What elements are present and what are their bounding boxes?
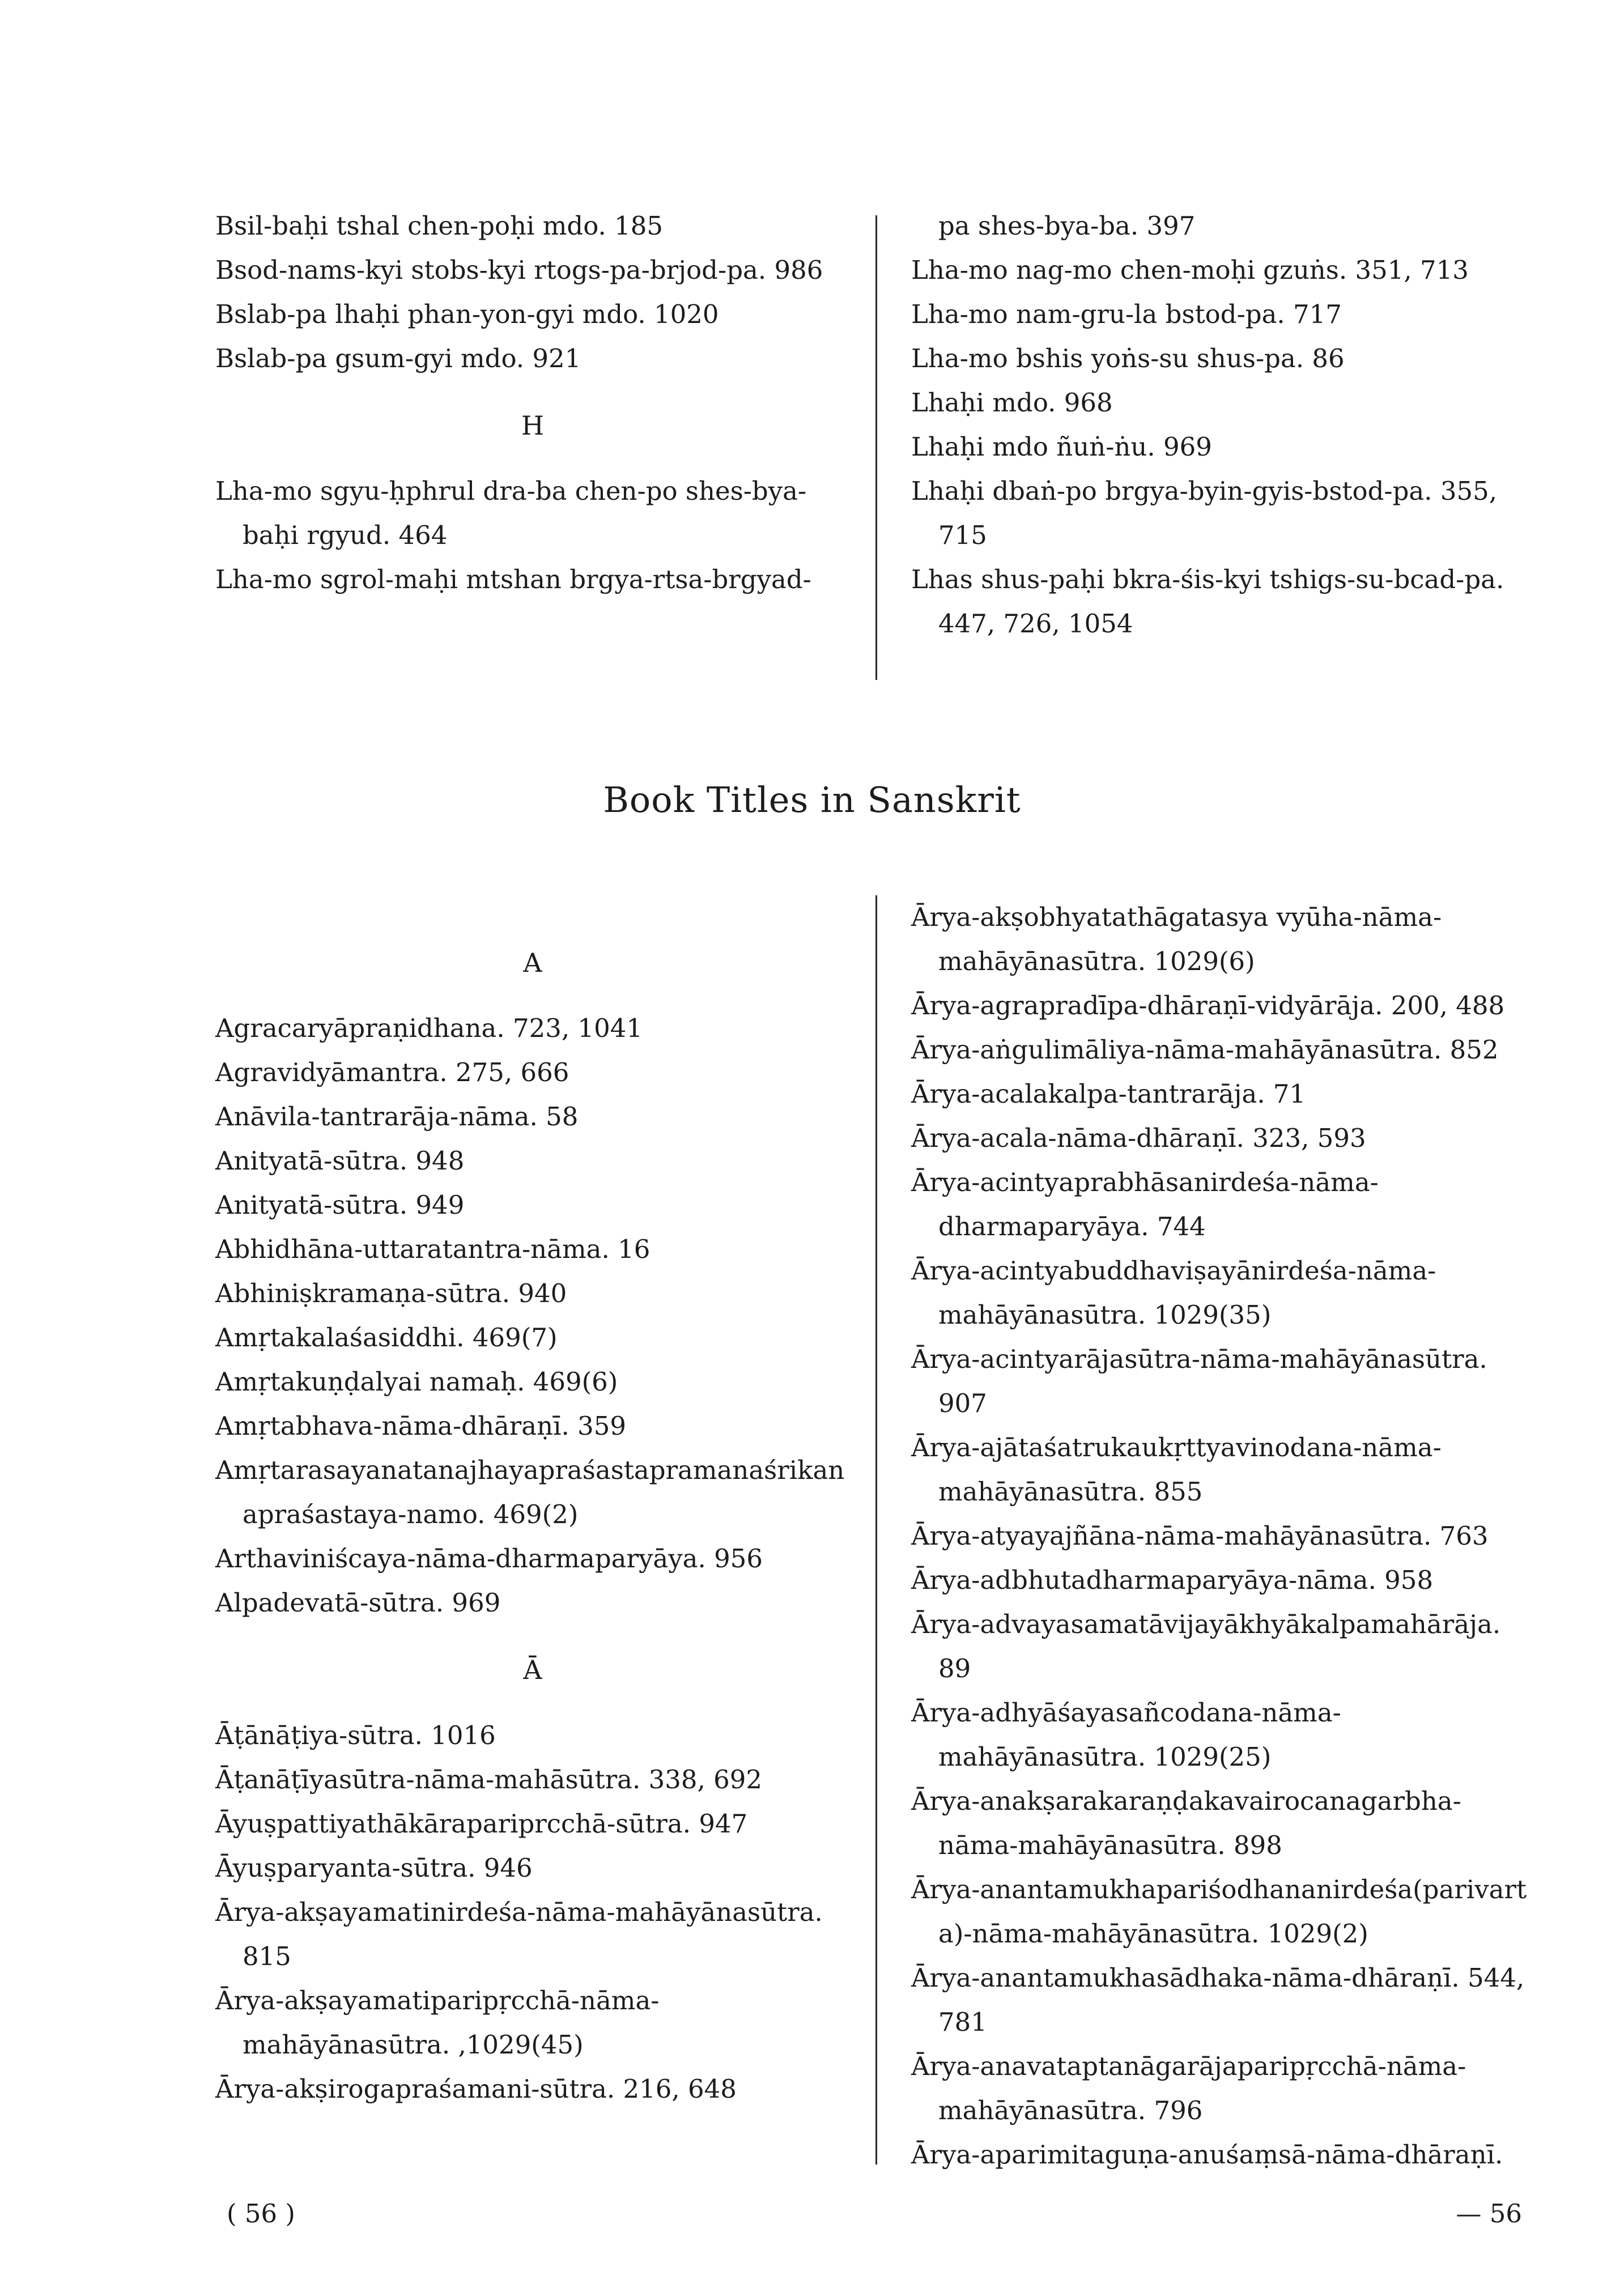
index-entry: Ārya-atyayajñāna-nāma-mahāyānasūtra. 763 — [911, 1521, 1489, 1551]
index-entry: Ārya-acalakalpa-tantrarāja. 71 — [911, 1079, 1306, 1109]
index-entry: Ārya-anakṣarakaraṇḍakavairocanagarbha-nāma-mahāyānasūtra. 898 — [911, 1786, 1461, 1860]
index-entry: Ārya-akṣayamatiparipṛcchā-nāma-mahāyānasūtra. ,1029(45) — [215, 1985, 660, 2060]
index-entry-continuation: pa shes-bya-ba. 397 — [938, 211, 1196, 241]
index-entry: Bslab-pa gsum-gyi mdo. 921 — [215, 343, 581, 373]
index-entry: Lhaḥi dbaṅ-po brgya-byin-gyis-bstod-pa. 355, 715 — [911, 476, 1498, 550]
index-entry: Lha-mo bshis yoṅs-su shus-pa. 86 — [911, 343, 1345, 373]
index-entry: Āṭanāṭīyasūtra-nāma-mahāsūtra. 338, 692 — [215, 1764, 762, 1795]
top-left-column — [215, 204, 850, 602]
index-entry: Amṛtarasayanatanajhayapraśastapramanaśrikanapraśastaya-namo. 469(2) — [215, 1455, 845, 1529]
index-entry: Ārya-advayasamatāvijayākhyākalpamahārāja. 89 — [911, 1609, 1501, 1683]
index-entry: Āṭānāṭiya-sūtra. 1016 — [215, 1720, 496, 1750]
index-entry: Ārya-aparimitaguṇa-anuśaṃsā-nāma-dhāraṇī. — [911, 2140, 1503, 2170]
index-entry: Ārya-akṣayamatinirdeśa-nāma-mahāyānasūtra. 815 — [215, 1897, 823, 1971]
page-number-left: ( 56 ) — [227, 2199, 295, 2229]
index-entry: Lhaḥi mdo ñuṅ-ṅu. 969 — [911, 432, 1212, 462]
index-entry: Ārya-anantamukhapariśodhananirdeśa(parivarta)-nāma-mahāyānasūtra. 1029(2) — [911, 1874, 1527, 1949]
index-entry: Ārya-acala-nāma-dhāraṇī. 323, 593 — [911, 1123, 1366, 1153]
letter-heading: H — [521, 410, 545, 441]
index-entry: Anityatā-sūtra. 949 — [215, 1190, 465, 1220]
bottom-left-column — [215, 918, 850, 2111]
index-entry: Ārya-acintyarājasūtra-nāma-mahāyānasūtra. 907 — [911, 1344, 1487, 1418]
section-title: Book Titles in Sanskrit — [603, 779, 1021, 820]
index-entry: Amṛtakuṇḍalyai namaḥ. 469(6) — [215, 1367, 618, 1397]
index-entry: Āyuṣparyanta-sūtra. 946 — [215, 1853, 533, 1883]
index-entry: Agracaryāpraṇidhana. 723, 1041 — [215, 1013, 643, 1043]
index-entry: Ārya-akṣobhyatathāgatasya vyūha-nāma-mahāyānasūtra. 1029(6) — [911, 902, 1442, 976]
index-entry: Agravidyāmantra. 275, 666 — [215, 1057, 569, 1087]
index-entry: Alpadevatā-sūtra. 969 — [215, 1588, 501, 1618]
index-entry: Amṛtakalaśasiddhi. 469(7) — [215, 1323, 558, 1353]
column-divider-top — [875, 215, 877, 680]
index-entry: Anityatā-sūtra. 948 — [215, 1146, 465, 1176]
index-entry: Bslab-pa lhaḥi phan-yon-gyi mdo. 1020 — [215, 299, 719, 329]
index-entry: Ārya-acintyaprabhāsanirdeśa-nāma-dharmaparyāya. 744 — [911, 1167, 1379, 1241]
index-entry: Lha-mo nam-gru-la bstod-pa. 717 — [911, 299, 1342, 329]
letter-heading: A — [523, 947, 542, 978]
letter-heading: Ā — [523, 1655, 542, 1685]
index-entry: Abhiniṣkramaṇa-sūtra. 940 — [215, 1278, 567, 1308]
index-entry: Ārya-aṅgulimāliya-nāma-mahāyānasūtra. 852 — [911, 1035, 1499, 1065]
top-right-column — [911, 204, 1546, 646]
page-number-right: — 56 — [1456, 2199, 1522, 2229]
index-entry: Ārya-agrapradīpa-dhāraṇī-vidyārāja. 200, 488 — [911, 990, 1505, 1021]
index-entry: Abhidhāna-uttaratantra-nāma. 16 — [215, 1234, 651, 1264]
index-entry: Ārya-adhyāśayasañcodana-nāma-mahāyānasūtra. 1029(25) — [911, 1698, 1341, 1772]
index-entry: Lhaḥi mdo. 968 — [911, 388, 1113, 418]
index-entry: Anāvila-tantrarāja-nāma. 58 — [215, 1102, 579, 1132]
index-entry: Ārya-ajātaśatrukaukṛttyavinodana-nāma-mahāyānasūtra. 855 — [911, 1432, 1442, 1507]
index-entry: Āyuṣpattiyathākārapariprcchā-sūtra. 947 — [215, 1809, 748, 1839]
index-entry: Ārya-acintyabuddhaviṣayānirdeśa-nāma-mahāyānasūtra. 1029(35) — [911, 1256, 1436, 1330]
index-entry: Ārya-akṣirogapraśamani-sūtra. 216, 648 — [215, 2074, 737, 2104]
index-entry: Lha-mo sgyu-ḥphrul dra-ba chen-po shes-bya-baḥi rgyud. 464 — [215, 476, 807, 550]
index-entry: Lha-mo sgrol-maḥi mtshan brgya-rtsa-brgyad- — [215, 564, 811, 594]
index-entry: Lha-mo nag-mo chen-moḥi gzuṅs. 351, 713 — [911, 255, 1469, 285]
bottom-right-column — [911, 895, 1540, 2177]
index-entry: Lhas shus-paḥi bkra-śis-kyi tshigs-su-bcad-pa. 447, 726, 1054 — [911, 564, 1504, 639]
index-entry: Bsil-baḥi tshal chen-poḥi mdo. 185 — [215, 211, 664, 241]
index-entry: Ārya-anantamukhasādhaka-nāma-dhāraṇī. 544, 781 — [911, 1963, 1525, 2037]
column-divider-bottom — [875, 895, 877, 2165]
index-entry: Arthaviniścaya-nāma-dharmaparyāya. 956 — [215, 1544, 763, 1574]
index-entry: Ārya-adbhutadharmaparyāya-nāma. 958 — [911, 1565, 1434, 1595]
index-entry: Amṛtabhava-nāma-dhāraṇī. 359 — [215, 1411, 627, 1441]
index-entry: Ārya-anavataptanāgarājaparipṛcchā-nāma-mahāyānasūtra. 796 — [911, 2051, 1466, 2125]
index-entry: Bsod-nams-kyi stobs-kyi rtogs-pa-brjod-pa. 986 — [215, 255, 823, 285]
